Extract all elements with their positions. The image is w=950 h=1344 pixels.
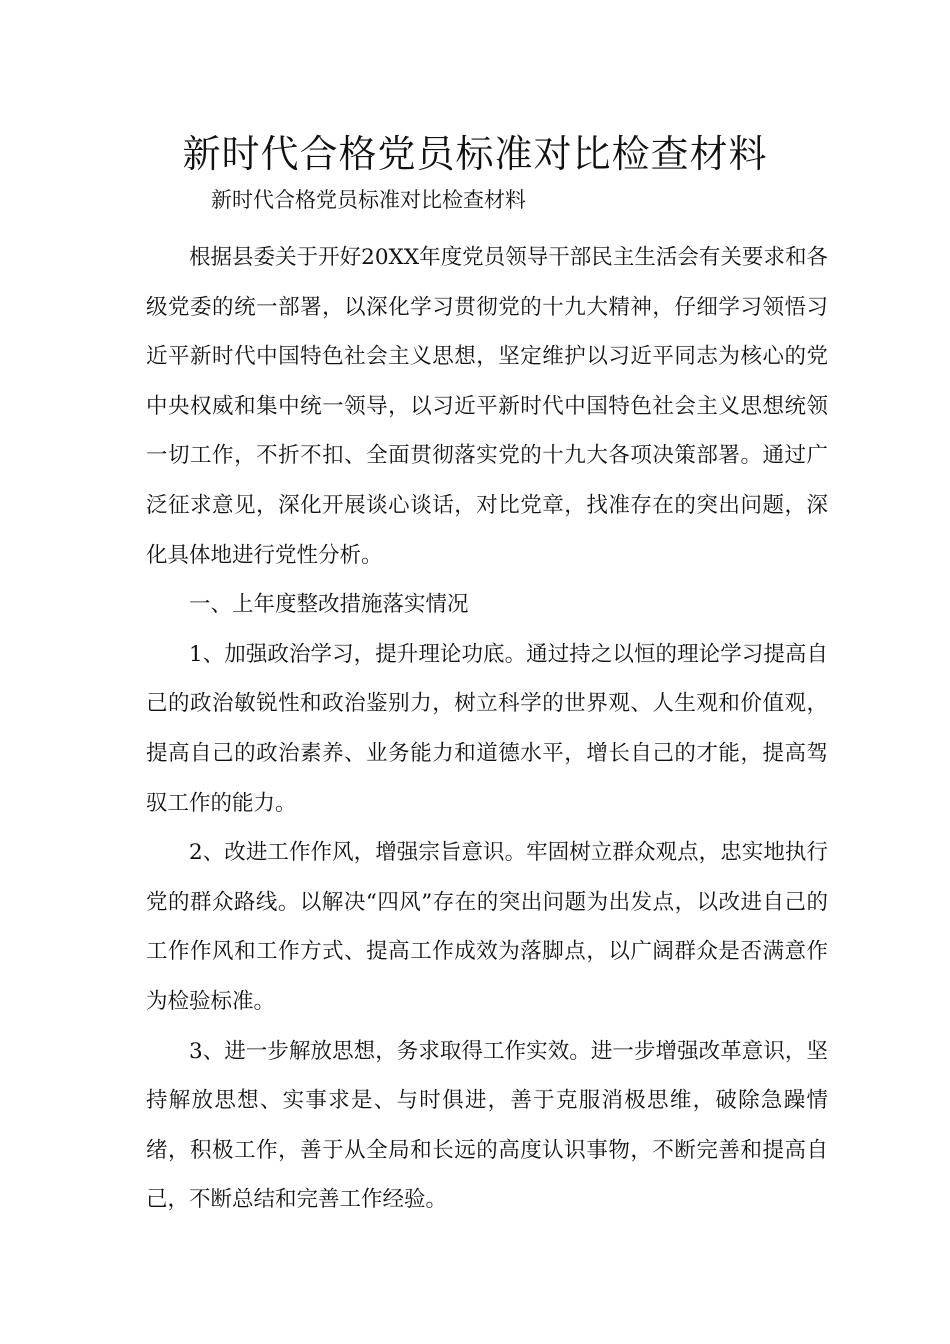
paragraph-item-1: 1、加强政治学习，提升理论功底。通过持之以恒的理论学习提高自己的政治敏锐性和政治鉴别力，树立科学的世界观、人生观和价值观，提高自己的政治素养、业务能力和道德水平，增长自己的才能，提高驾驭工作的能力。 <box>146 641 828 816</box>
section-heading: 一、上年度整改措施落实情况 <box>189 592 469 618</box>
paragraph-item-2: 2、改进工作作风，增强宗旨意识。牢固树立群众观点，忠实地执行党的群众路线。以解决“四风”存在的突出问题为出发点，以改进自己的工作作风和工作方式、提高工作成效为落脚点，以广阔群众是否满意作为检验标准。 <box>146 840 828 1014</box>
paragraph-intro: 根据县委关于开好20XX年度党员领导干部民主生活会有关要求和各级党委的统一部署，以深化学习贯彻党的十九大精神，仔细学习领悟习近平新时代中国特色社会主义思想，坚定维护以习近平同志为核心的党中央权威和集中统一领导，以习近平新时代中国特色社会主义思想统领一切工作，不折不扣、全面贯彻落实党的十九大各项决策部署。通过广泛征求意见，深化开展谈心谈话，对比党章，找准存在的突出问题，深化具体地进行党性分析。 <box>146 245 828 568</box>
paragraph-item-3: 3、进一步解放思想，务求取得工作实效。进一步增强改革意识，坚持解放思想、实事求是、与时俱进，善于克服消极思维，破除急躁情绪，积极工作，善于从全局和长远的高度认识事物，不断完善和提高自己，不断总结和完善工作经验。 <box>146 1038 828 1213</box>
document-body <box>146 233 828 1225</box>
document-subtitle: 新时代合格党员标准对比检查材料 <box>211 188 526 212</box>
document-title: 新时代合格党员标准对比检查材料 <box>182 132 768 176</box>
